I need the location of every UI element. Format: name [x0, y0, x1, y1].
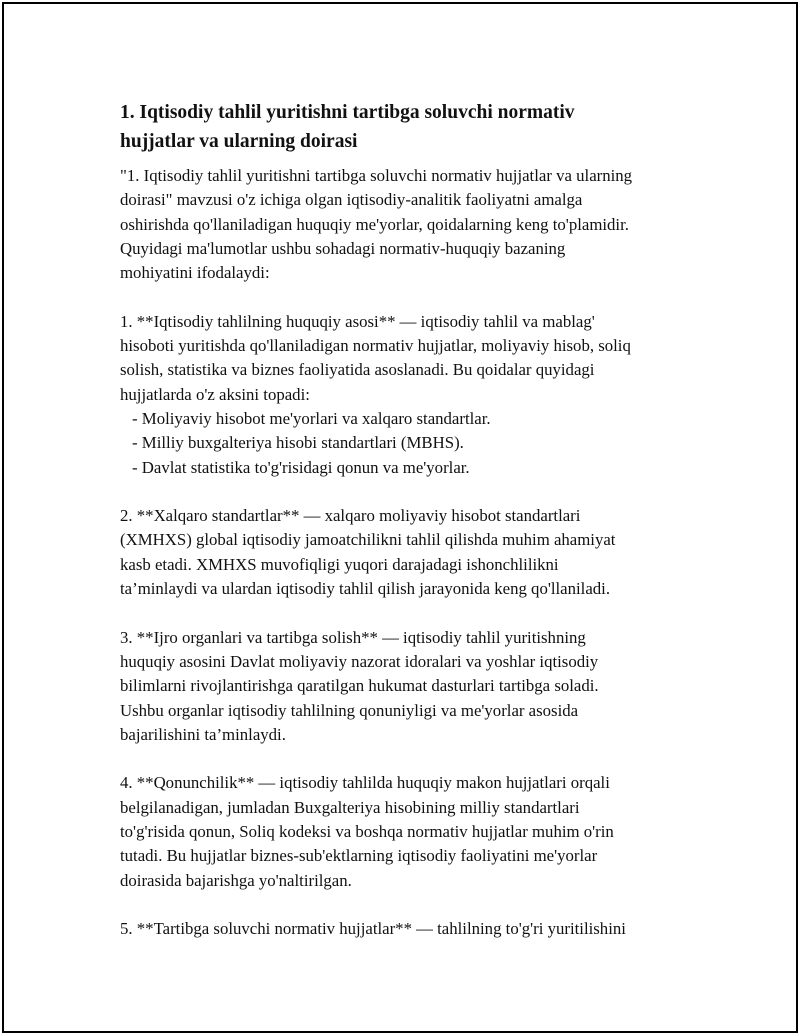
- paragraph-line: bilimlarni rivojlantirishga qaratilgan hukumat dasturlari tartibga soladi.: [120, 676, 599, 696]
- section-4: [120, 771, 700, 892]
- paragraph-spacer: [120, 601, 700, 625]
- paragraph-line: 1. **Iqtisodiy tahlilning huquqiy asosi** — iqtisodiy tahlil va mablag': [120, 311, 595, 331]
- section-1: [120, 310, 700, 480]
- paragraph-line: tutadi. Bu hujjatlar biznes-sub'ektlarning iqtisodiy faoliyatini me'yorlar: [120, 846, 598, 866]
- paragraph-line: kasb etadi. XMHXS muvofiqligi yuqori darajadagi ishonchlilikni: [120, 554, 559, 574]
- paragraph-line: hisoboti yuritishda qo'llaniladigan normativ hujjatlar, moliyaviy hisob, soliq: [120, 336, 631, 356]
- paragraph-line: ta’minlaydi va ulardan iqtisodiy tahlil qilish jarayonida keng qo'llaniladi.: [120, 579, 611, 599]
- title-line: 1. Iqtisodiy tahlil yuritishni tartibga soluvchi normativ: [120, 102, 575, 123]
- bullet-item: - Moliyaviy hisobot me'yorlari va xalqaro standartlar.: [132, 408, 491, 428]
- paragraph-line: belgilanadigan, jumladan Buxgalteriya hisobining milliy standartlari: [120, 797, 580, 817]
- paragraph-line: to'g'risida qonun, Soliq kodeksi va boshqa normativ hujjatlar muhim o'rin: [120, 822, 614, 842]
- bullet-item: - Milliy buxgalteriya hisobi standartlari (MBHS).: [132, 433, 464, 453]
- paragraph-line: doirasida bajarishga yo'naltirilgan.: [120, 870, 352, 890]
- paragraph-line: Quyidagi ma'lumotlar ushbu sohadagi normativ-huquqiy bazaning: [120, 238, 566, 258]
- paragraph-line: bajarilishini ta’minlaydi.: [120, 724, 286, 744]
- paragraph-line: mohiyatini ifodalaydi:: [120, 263, 270, 283]
- document-title: [120, 98, 700, 156]
- paragraph-line: solish, statistika va biznes faoliyatida asoslanadi. Bu qoidalar quyidagi: [120, 360, 595, 380]
- paragraph-spacer: [120, 285, 700, 309]
- section-2: [120, 504, 700, 601]
- paragraph-line: "1. Iqtisodiy tahlil yuritishni tartibga soluvchi normativ hujjatlar va ularning: [120, 166, 633, 185]
- paragraph-line: 5. **Tartibga soluvchi normativ hujjatlar** — tahlilning to'g'ri yuritilishini: [120, 919, 626, 939]
- paragraph-line: 3. **Ijro organlari va tartibga solish** — iqtisodiy tahlil yuritishning: [120, 627, 586, 647]
- section-5: [120, 917, 700, 941]
- paragraph-line: 2. **Xalqaro standartlar** — xalqaro moliyaviy hisobot standartlari: [120, 506, 581, 526]
- document-page: [2, 2, 798, 1033]
- paragraph-spacer: [120, 893, 700, 917]
- paragraph-line: huquqiy asosini Davlat moliyaviy nazorat idoralari va yoshlar iqtisodiy: [120, 651, 599, 671]
- paragraph-line: 4. **Qonunchilik** — iqtisodiy tahlilda huquqiy makon hujjatlari orqali: [120, 773, 610, 793]
- paragraph-line: oshirishda qo'llaniladigan huquqiy me'yorlar, qoidalarning keng to'plamidir.: [120, 214, 629, 234]
- paragraph-spacer: [120, 747, 700, 771]
- paragraph-line: hujjatlarda o'z aksini topadi:: [120, 384, 310, 404]
- paragraph-line: (XMHXS) global iqtisodiy jamoatchilikni tahlil qilishda muhim ahamiyat: [120, 530, 616, 550]
- document-content: [120, 98, 700, 942]
- intro-paragraph: [120, 164, 700, 285]
- section-3: [120, 626, 700, 747]
- paragraph-line: Ushbu organlar iqtisodiy tahlilning qonuniyligi va me'yorlar asosida: [120, 700, 579, 720]
- paragraph-line: doirasi" mavzusi o'z ichiga olgan iqtisodiy-analitik faoliyatni amalga: [120, 190, 583, 210]
- paragraph-spacer: [120, 480, 700, 504]
- bullet-item: - Davlat statistika to'g'risidagi qonun va me'yorlar.: [132, 457, 470, 477]
- title-line: hujjatlar va ularning doirasi: [120, 131, 358, 152]
